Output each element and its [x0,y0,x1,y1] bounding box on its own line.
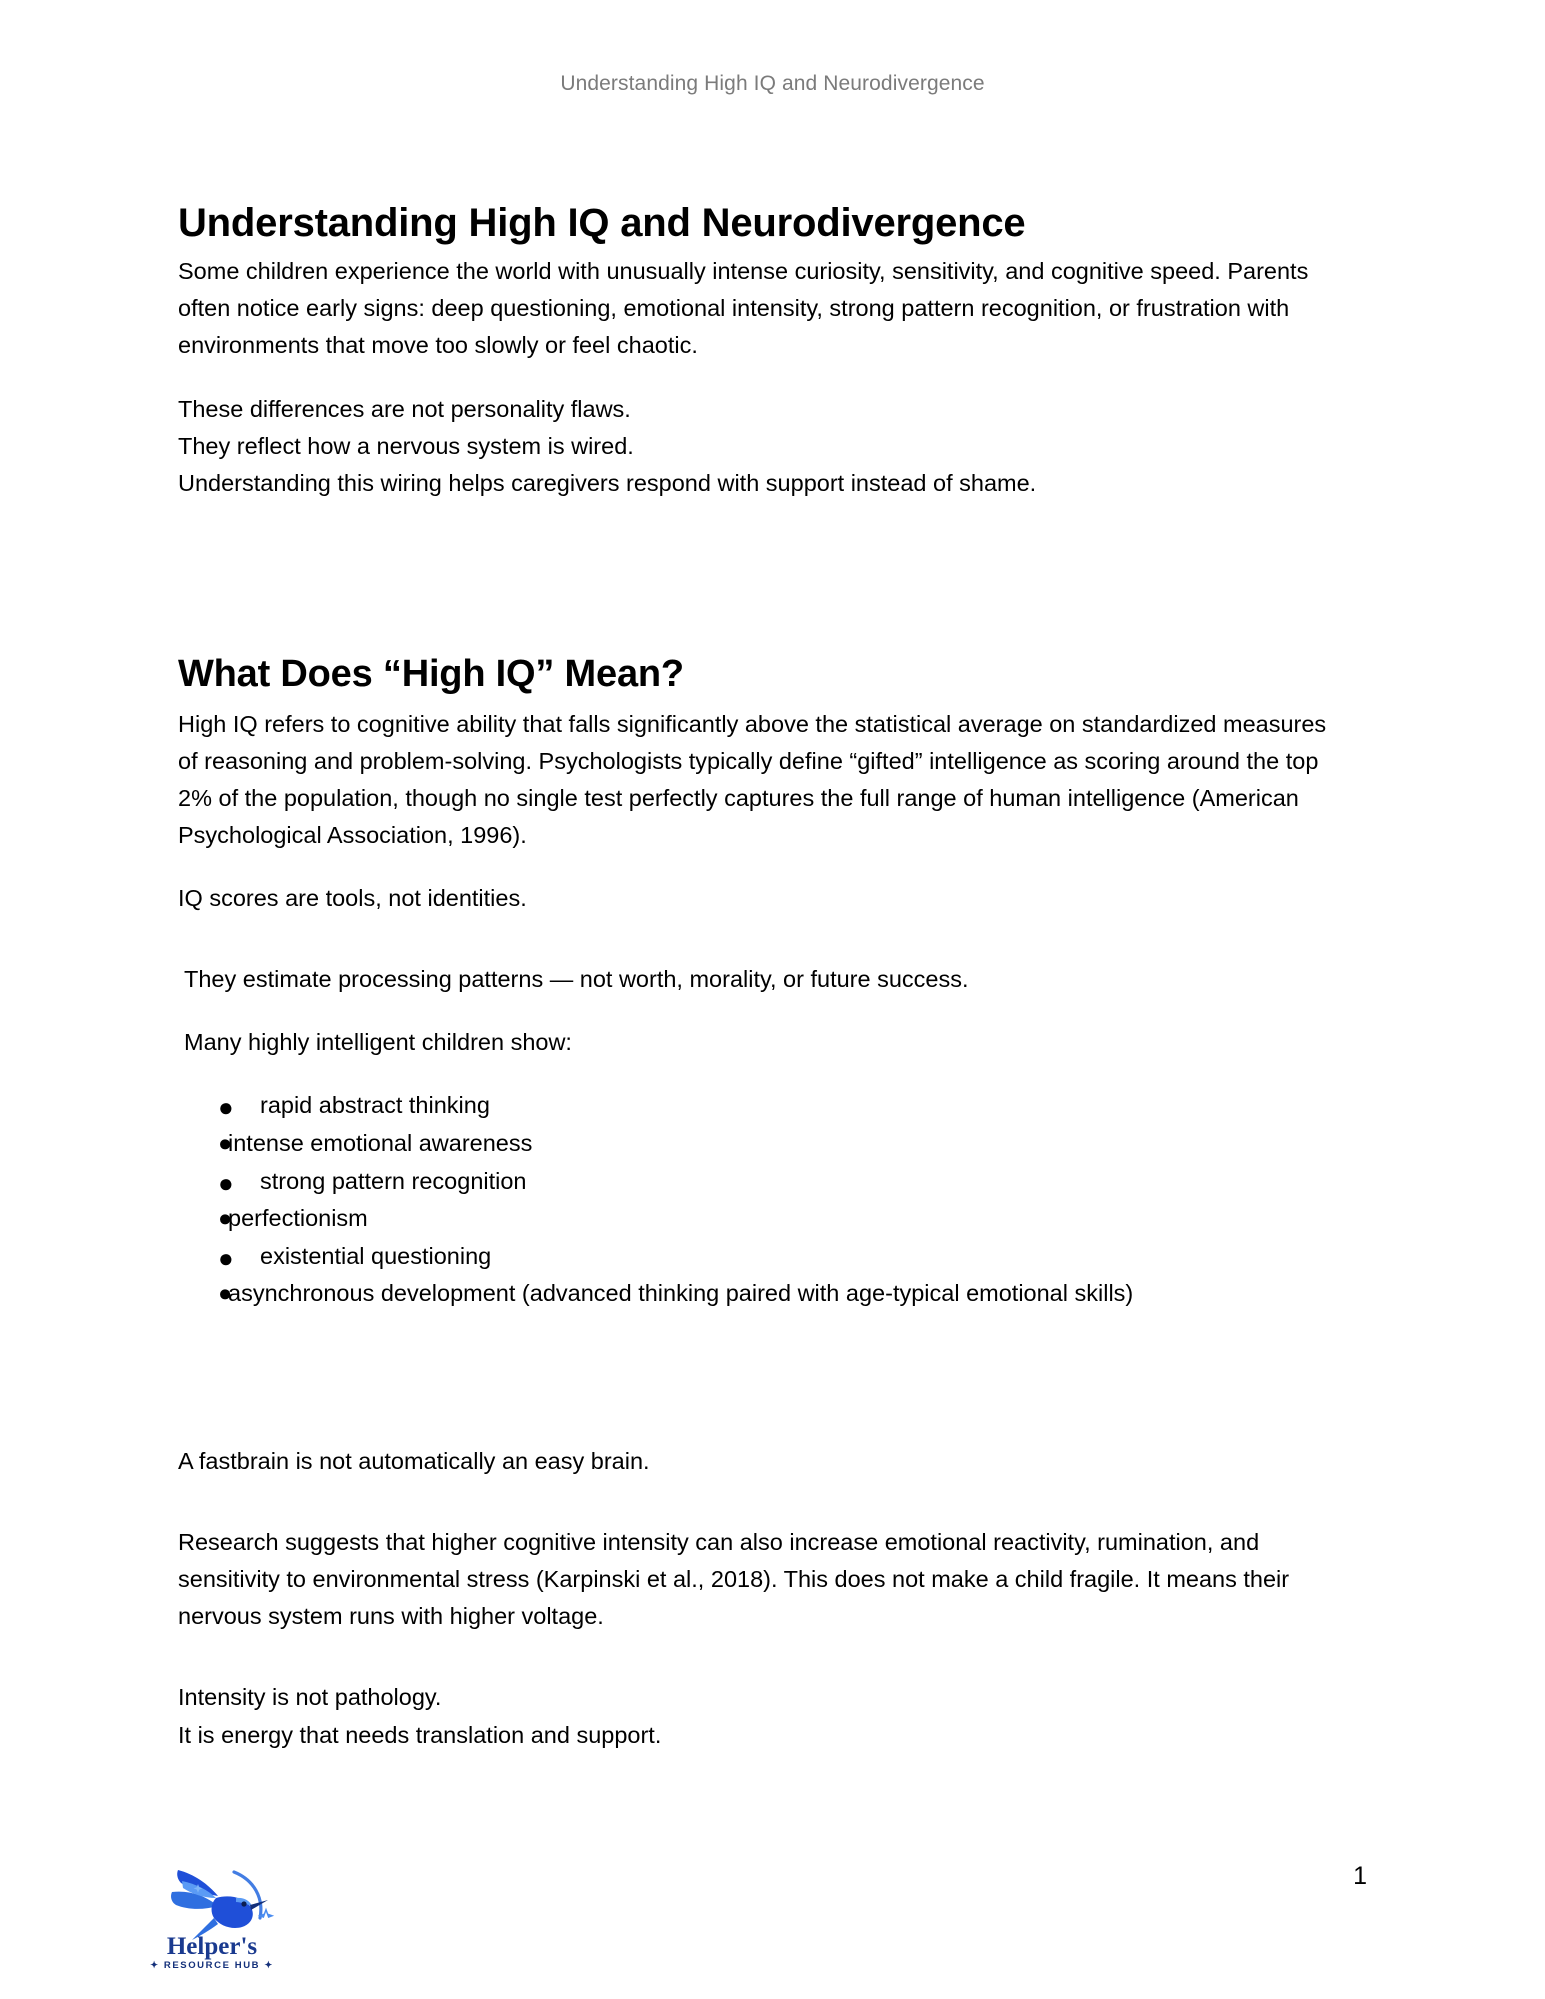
list-item-label: strong pattern recognition [260,1167,527,1194]
closing-line-2: It is energy that needs translation and support. [178,1721,662,1748]
spacer [178,854,1343,880]
intro-line-1: These differences are not personality flaws. [178,395,631,422]
spacer [178,1480,1343,1524]
list-item [178,1200,1343,1238]
section2-paragraph-1: High IQ refers to cognitive ability that falls significantly above the statistical average on standardized measures of reasoning and problem-solving. Psychologists typically define “gifted” intelligence as scoring around the top 2% of the population, though no single test perfectly captures the full range of human intelligence (American Psychological Association, 1996). [178,710,1327,848]
logo-brand-text: Helper's [166,1933,258,1960]
spacer [178,1635,1343,1679]
list-item [178,1275,1343,1313]
list-item [178,1238,1343,1276]
section2-paragraph-3: They estimate processing patterns — not worth, morality, or future success. [184,966,969,993]
intro-paragraph: Some children experience the world with unusually intense curiosity, sensitivity, and cognitive speed. Parents often notice early signs: deep questioning, emotional intensity, strong pattern recognition, or frustration with environments that move too slowly or feel chaotic. [178,258,1309,359]
bullet-icon: ● [218,1167,234,1198]
section-heading-what-does-high-iq-mean: What Does “High IQ” Mean? [178,652,684,695]
list-item [178,1087,1343,1125]
spacer [178,365,1343,391]
running-header: Understanding High IQ and Neurodivergence [560,72,985,95]
list-item-label: perfectionism [228,1205,368,1232]
spacer [178,1313,1343,1443]
page-title: Understanding High IQ and Neurodivergence [178,201,1026,245]
section2-paragraph-4: A fastbrain is not automatically an easy brain. [178,1447,650,1474]
bullet-icon: ● [218,1280,233,1307]
list-item-label: intense emotional awareness [228,1130,533,1156]
section2-paragraph-5: Research suggests that higher cognitive intensity can also increase emotional reactivity, rumination, and sensitivity to environmental stress (Karpinski et al., 2018). This does not make a child fragile. It means their nervous system runs with higher voltage. [178,1529,1290,1630]
hummingbird-logo-icon [148,1848,276,1976]
list-item-label: asynchronous development (advanced thinking paired with age-typical emotional skills) [228,1280,1134,1307]
spacer [178,917,1343,961]
spacer [178,502,1343,652]
closing-line-1: Intensity is not pathology. [178,1684,442,1711]
intro-line-group [178,391,1343,502]
page-number: 1 [1353,1862,1367,1890]
list-item [178,1163,1343,1201]
spacer [178,1061,1343,1087]
brand-logo [148,1848,276,1976]
section2-paragraph-2: IQ scores are tools, not identities. [178,885,527,912]
traits-bullet-list [178,1087,1343,1313]
list-item [178,1125,1343,1163]
bullet-icon: ● [218,1205,233,1232]
list-item-label: rapid abstract thinking [260,1092,490,1119]
document-body [178,200,1343,1754]
logo-tagline-text: ✦ RESOURCE HUB ✦ [150,1960,274,1971]
bullet-icon: ● [218,1092,234,1123]
intro-line-2: They reflect how a nervous system is wired. [178,432,634,459]
intro-line-3: Understanding this wiring helps caregivers respond with support instead of shame. [178,469,1037,496]
closing-line-group [178,1679,1343,1753]
spacer [178,998,1343,1024]
bullet-icon: ● [218,1130,233,1156]
bullet-icon: ● [218,1242,234,1273]
bullet-list-intro: Many highly intelligent children show: [184,1029,572,1056]
list-item-label: existential questioning [260,1242,492,1269]
